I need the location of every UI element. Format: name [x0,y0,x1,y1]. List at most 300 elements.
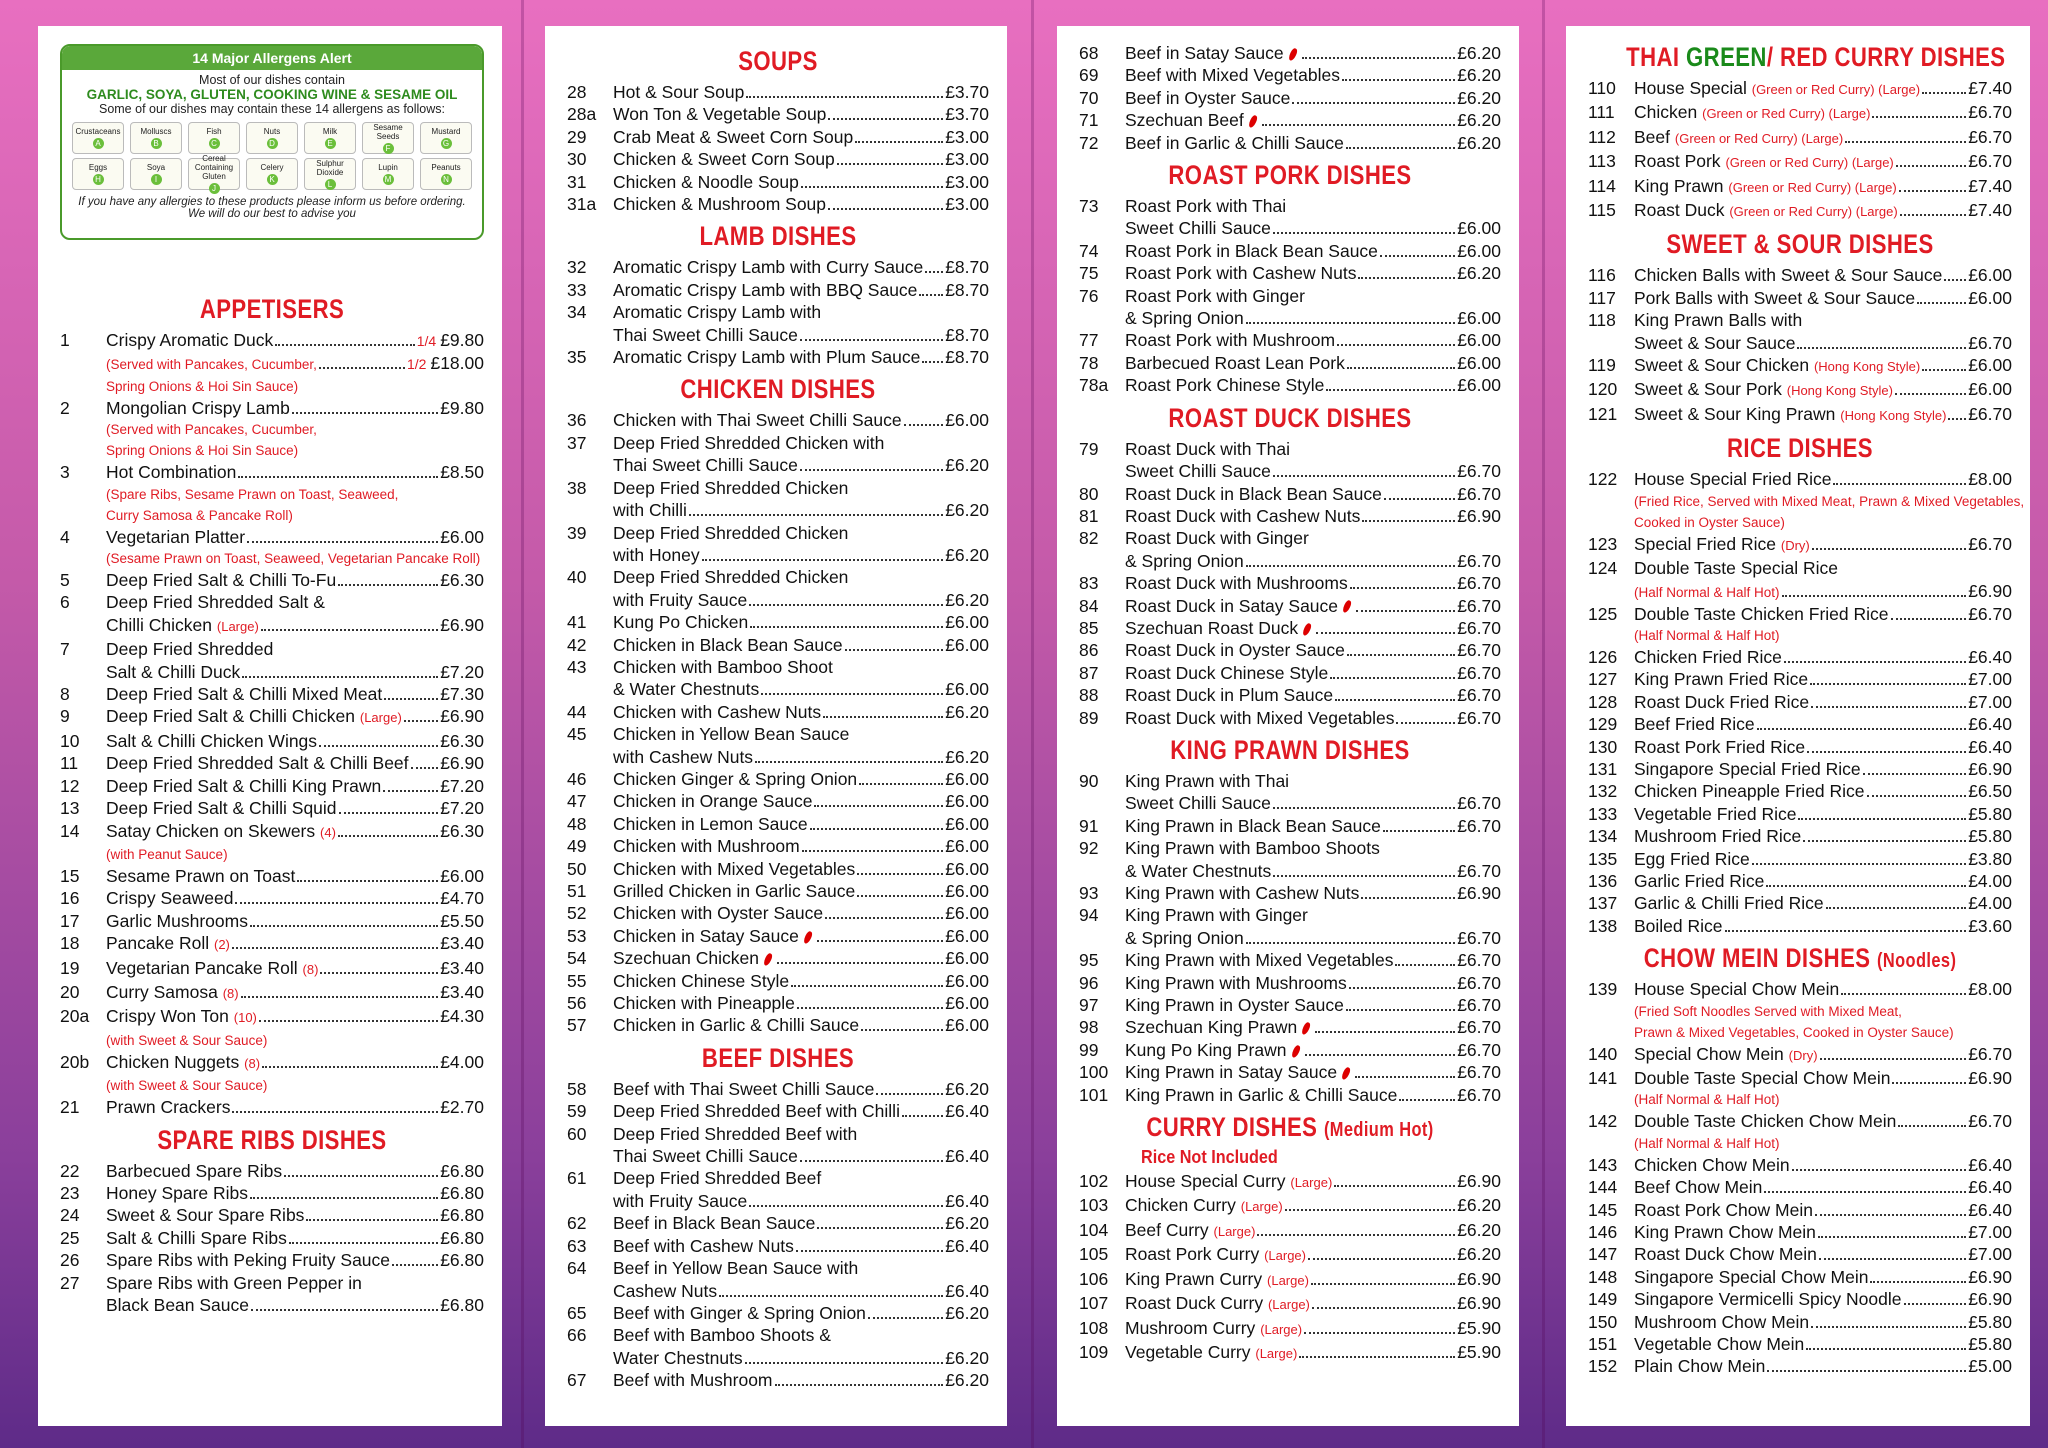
item-name-text: King Prawn in Garlic & Chilli Sauce [1125,1084,1398,1105]
menu-item [60,1005,484,1050]
dot-leader [1725,930,1967,932]
item-line [1634,1311,2012,1333]
dot-leader [1262,124,1456,126]
item-price: £6.80 [440,1182,484,1203]
item-body [1634,646,2012,668]
section-title-text: RICE DISHES [1726,433,1873,464]
item-price: £5.80 [1968,1311,2012,1332]
item-number: 122 [1588,469,1618,490]
item-number: 81 [1079,505,1099,526]
allergen-code: N [441,174,452,185]
dot-leader [1380,255,1455,257]
allergen-icon [246,122,298,154]
item-name-text: Chicken Balls with Sweet & Sour Sauce [1634,265,1943,286]
item-name [1634,332,1795,354]
item-qualifier: (Dry) [1788,1047,1818,1063]
item-name-text: Sweet & Sour Chicken [1634,355,1810,376]
menu-item [1079,684,1501,706]
item-line [613,1212,989,1234]
item-line [1634,403,2012,427]
item-name [106,820,336,844]
item-line [1125,882,1501,904]
allergen-code: F [383,143,394,154]
item-line [1125,1243,1501,1267]
item-name-text: Chicken with Mixed Vegetables [613,858,856,879]
item-body [613,656,989,701]
item-line [613,103,989,125]
menu-item [60,910,484,932]
dot-leader [702,559,944,561]
item-price: £6.20 [945,1347,989,1368]
item-body [106,461,484,525]
section-title-text: APPETISERS [199,294,345,324]
item-line [1125,1317,1501,1341]
item-body [613,1014,989,1036]
item-body [613,835,989,857]
item-name [613,544,700,566]
item-number: 152 [1588,1356,1618,1377]
item-price: £7.20 [440,661,484,682]
item-name-text: Chicken in Yellow Bean Sauce [613,724,850,745]
item-body [613,346,989,368]
section-title-text: LAMB DISHES [699,221,857,252]
section-title-text: THAI [1626,42,1680,72]
menu-item [60,981,484,1005]
dot-leader [823,716,943,718]
item-body [106,1005,484,1050]
item-qualifier: (8) [222,985,239,1001]
item-number: 68 [1079,43,1099,63]
item-price: £6.70 [1457,550,1501,571]
dot-leader [810,828,944,830]
item-line [1634,1110,2012,1132]
item-name [1125,1268,1309,1292]
item-price: £6.70 [1968,332,2012,353]
item-price: £6.40 [945,1235,989,1256]
item-line [1125,217,1501,239]
item-name-text: Special Chow Mein [1634,1043,1784,1064]
menu-item [1588,758,2012,780]
item-price: £6.00 [1968,355,2012,376]
item-name-text: Sweet & Sour Sauce [1634,332,1796,353]
menu-item [1588,175,2012,199]
item-name [613,148,835,170]
menu-item [60,683,484,705]
item-line [106,1075,484,1096]
item-number: 139 [1588,979,1618,1000]
item-description: (Half Normal & Half Hot) [1634,1092,1780,1108]
item-price: £6.20 [945,1213,989,1234]
item-name-text: Thai Sweet Chilli Sauce [613,455,798,476]
item-number: 150 [1588,1311,1618,1332]
item-name [1634,1176,1762,1198]
item-body [1634,915,2012,937]
item-name-text: Garlic Mushrooms [106,910,248,931]
item-name-text: Beef with Mushroom [613,1370,773,1391]
item-line [1634,736,2012,758]
dot-leader [1299,1356,1455,1358]
item-body [613,1100,989,1122]
item-name-text: King Prawn [1634,175,1724,196]
item-body [1125,1317,1501,1341]
menu-item [60,730,484,752]
item-name [1634,1288,1902,1310]
item-body [613,126,989,148]
dot-leader [800,469,943,471]
item-price: £6.70 [1457,793,1501,814]
item-body [1634,1266,2012,1288]
item-price: £6.90 [1457,1293,1501,1314]
item-name [106,797,337,819]
item-line [613,1280,989,1302]
item-price: £6.70 [1968,533,2012,554]
menu-item [60,397,484,461]
item-qualifier: (Large) [1213,1223,1256,1239]
item-body [106,1051,484,1096]
item-number: 25 [60,1227,80,1248]
item-number: 98 [1079,1017,1099,1038]
menu-item [1079,195,1501,240]
item-name-text: Hot & Sour Soup [613,82,745,102]
item-name-text: King Prawn with Thai [1125,770,1290,791]
item-line [613,1123,989,1145]
item-price: £6.00 [945,612,989,633]
dot-leader [1872,116,1966,118]
fold-line [1542,0,1545,1448]
allergen-code: A [93,138,104,149]
menu-item [1079,1061,1501,1083]
item-line [613,1190,989,1212]
allergen-code: K [267,174,278,185]
item-price: £5.50 [440,910,484,931]
item-number: 110 [1588,78,1616,98]
item-price: £6.40 [1968,1154,2012,1175]
allergen-icon [72,158,124,190]
item-price: £7.00 [1968,669,2012,690]
item-body [1634,978,2012,1042]
dot-leader [319,367,405,369]
item-name [1125,927,1244,949]
item-number: 46 [567,768,587,789]
item-name [1634,1154,1790,1176]
item-price: £6.00 [945,813,989,834]
item-name [1125,639,1345,661]
item-name [106,329,273,351]
item-line [106,775,484,797]
item-name [106,1272,362,1294]
item-number: 51 [567,881,587,901]
item-number: 33 [567,279,587,300]
item-body [106,569,484,591]
item-body [1125,285,1501,330]
item-price: £6.90 [440,753,484,774]
menu-item [1079,1039,1501,1061]
dot-leader [755,761,943,763]
menu-item [567,634,989,656]
item-body [613,1078,989,1100]
item-line [106,705,484,729]
item-name [1634,533,1810,557]
dot-leader [250,925,438,927]
item-name-text: Roast Duck with Mushrooms [1125,573,1348,594]
dot-leader [1246,322,1456,324]
item-line [1634,691,2012,713]
item-body [1634,668,2012,690]
menu-item [60,887,484,909]
item-name-text: Sweet & Sour Spare Ribs [106,1205,305,1226]
menu-item [1079,262,1501,284]
dot-leader [1948,418,1966,420]
dot-leader [232,1111,438,1113]
item-name [613,1014,859,1036]
item-name-text: Won Ton & Vegetable Soup [613,104,827,125]
item-line [1125,42,1501,64]
item-line [106,548,484,569]
item-body [106,1160,484,1182]
item-name [106,1227,287,1249]
menu-item [60,752,484,774]
item-number: 64 [567,1258,587,1279]
item-name-text: Singapore Special Fried Rice [1634,758,1861,779]
item-number: 57 [567,1015,587,1036]
allergen-label: Peanuts [431,163,461,172]
item-number: 84 [1079,595,1099,616]
item-name-text: Beef with Ginger & Spring Onion [613,1302,866,1323]
item-price: £6.20 [1457,263,1501,284]
item-body [613,477,989,522]
item-number: 24 [60,1205,80,1226]
item-line [1634,512,2012,533]
item-line [106,1227,484,1249]
item-body [1125,1292,1501,1316]
item-description: (Served with Pancakes, Cucumber, [106,422,317,438]
section-title [1117,1112,1463,1143]
section-title [1117,735,1463,766]
item-number: 22 [60,1160,80,1181]
item-number: 86 [1079,640,1099,661]
item-name [1634,1243,1817,1265]
item-qualifier: (Large) [1255,1345,1298,1361]
item-name-text: Roast Duck with Thai [1125,438,1291,459]
item-name [1125,572,1348,594]
item-price: £6.70 [1457,860,1501,881]
menu-column-4 [1588,42,2025,1378]
item-price: £6.20 [945,746,989,767]
item-name-text: King Prawn in Satay Sauce [1125,1062,1338,1083]
item-line [613,477,989,499]
menu-item [567,193,989,215]
dot-leader [922,361,943,363]
item-line [1634,150,2012,174]
item-description: (with Sweet & Sour Sauce) [106,1032,268,1048]
item-line [613,256,989,278]
dot-leader [275,344,414,346]
item-line [1125,972,1501,994]
dot-leader [1346,147,1455,149]
item-line [106,440,484,461]
item-name [613,1347,743,1369]
item-name [613,193,826,215]
item-line [1125,815,1501,837]
item-body [1634,1154,2012,1176]
item-line [1125,262,1501,284]
item-price: £6.70 [1968,1043,2012,1064]
item-line [1125,684,1501,706]
item-number: 78a [1079,375,1109,396]
item-description: (with Peanut Sauce) [106,846,228,862]
item-price: £6.40 [945,1101,989,1122]
item-name-text: with Fruity Sauce [613,1190,748,1211]
item-name-text: Chicken Pineapple Fried Rice [1634,781,1865,802]
dot-leader [1356,610,1455,612]
chili-icon [1341,1066,1352,1080]
item-number: 49 [567,836,587,857]
menu-item [1079,505,1501,527]
item-number: 115 [1588,200,1616,221]
item-name-text: Chicken with Thai Sweet Chilli Sauce [613,410,902,431]
item-name [1125,240,1378,262]
item-price: £5.90 [1457,1317,1501,1338]
item-body [1125,87,1501,109]
item-name [1125,1170,1332,1194]
allergen-label: Fish [206,127,222,136]
menu-item [567,1078,989,1100]
allergen-icon [188,154,240,193]
item-price: £6.00 [440,865,484,886]
item-number: 52 [567,903,587,924]
item-price: £6.20 [1457,65,1501,86]
item-line [1125,505,1501,527]
item-body [1125,352,1501,374]
dot-leader [1917,302,1966,304]
item-price: £6.20 [1457,1195,1501,1216]
dot-leader [817,1227,943,1229]
item-body [1125,505,1501,527]
item-name [613,409,902,431]
menu-item [1079,132,1501,154]
item-line [1634,603,2012,625]
dot-leader [320,972,438,974]
item-name [613,126,853,148]
dot-leader [339,812,439,814]
item-number: 119 [1588,355,1616,376]
fold-line [1031,0,1034,1448]
item-name [1634,1110,1896,1132]
chili-icon [802,930,813,944]
item-line [1634,915,2012,937]
item-price: £6.90 [1457,883,1501,903]
item-line [1634,1089,2012,1110]
item-qualifier: (Hong Kong Style) [1840,407,1947,423]
dot-leader [1818,1236,1966,1238]
item-line [613,409,989,431]
item-name-text: Sesame Prawn on Toast [106,865,296,886]
item-body [1125,770,1501,815]
dot-leader [292,412,438,414]
item-line [1125,195,1501,217]
item-name [1634,1266,1868,1288]
allergen-grid [62,116,482,196]
item-name [106,730,317,752]
item-price: £6.40 [1968,1177,2012,1198]
item-name [106,569,336,591]
item-body [613,1167,989,1212]
item-description: (Sesame Prawn on Toast, Seaweed, Vegetarian Pancake Roll) [106,551,481,567]
menu-item [1079,1170,1501,1194]
item-line [613,1235,989,1257]
item-price: £2.70 [440,1097,484,1118]
menu-item [1079,949,1501,971]
dot-leader [1346,1009,1455,1011]
item-number: 120 [1588,379,1618,400]
item-price: £6.00 [1457,375,1501,396]
menu-item [1588,1154,2012,1176]
item-description: Curry Samosa & Pancake Roll) [106,507,293,523]
item-name-text: Chicken [1634,102,1698,123]
item-name-text: King Prawn with Ginger [1125,905,1308,926]
menu-item [1079,438,1501,483]
dot-leader [1349,987,1455,989]
dot-leader [855,141,943,143]
item-name-text: Vegetarian Platter [106,526,246,547]
item-number: 82 [1079,528,1099,549]
item-number: 135 [1588,848,1618,869]
item-name-text: King Prawn Balls with [1634,310,1803,331]
item-name [613,432,884,454]
dot-leader [232,947,438,949]
item-number: 6 [60,592,70,613]
menu-item [1079,994,1501,1016]
menu-item [567,925,989,947]
item-body [613,970,989,992]
item-body [1634,603,2012,646]
item-qualifier: (10) [233,1010,257,1026]
item-qualifier: (Green or Red Curry) (Large) [1674,130,1844,146]
dot-leader [1362,520,1455,522]
menu-item [567,790,989,812]
item-body [1634,803,2012,825]
item-line [613,81,989,103]
item-price: £6.40 [1968,1199,2012,1220]
item-name [613,1190,747,1212]
item-name [1125,617,1314,639]
item-name [1634,1333,1804,1355]
item-body [613,634,989,656]
dot-leader [1826,907,1967,909]
item-line [1634,468,2012,490]
dot-leader [719,1295,943,1297]
item-number: 118 [1588,310,1616,331]
item-line [1125,483,1501,505]
menu-item [1079,42,1501,64]
item-name-text: Deep Fried Shredded Beef with [613,1123,858,1144]
item-body [613,1123,989,1168]
item-name [613,656,833,678]
allergen-label: Sesame Seeds [373,122,403,141]
item-number: 149 [1588,1289,1618,1310]
item-price: £6.00 [1968,287,2012,308]
item-name [1125,132,1344,154]
item-body [1634,780,2012,802]
item-line [106,957,484,981]
menu-item [1079,1317,1501,1341]
item-name-text: Spare Ribs with Peking Fruity Sauce [106,1250,391,1271]
menu-item [567,103,989,125]
item-price: £8.00 [1968,469,2012,490]
item-name-text: Garlic & Chilli Fried Rice [1634,893,1824,914]
item-line [613,701,989,723]
item-number: 133 [1588,803,1618,824]
